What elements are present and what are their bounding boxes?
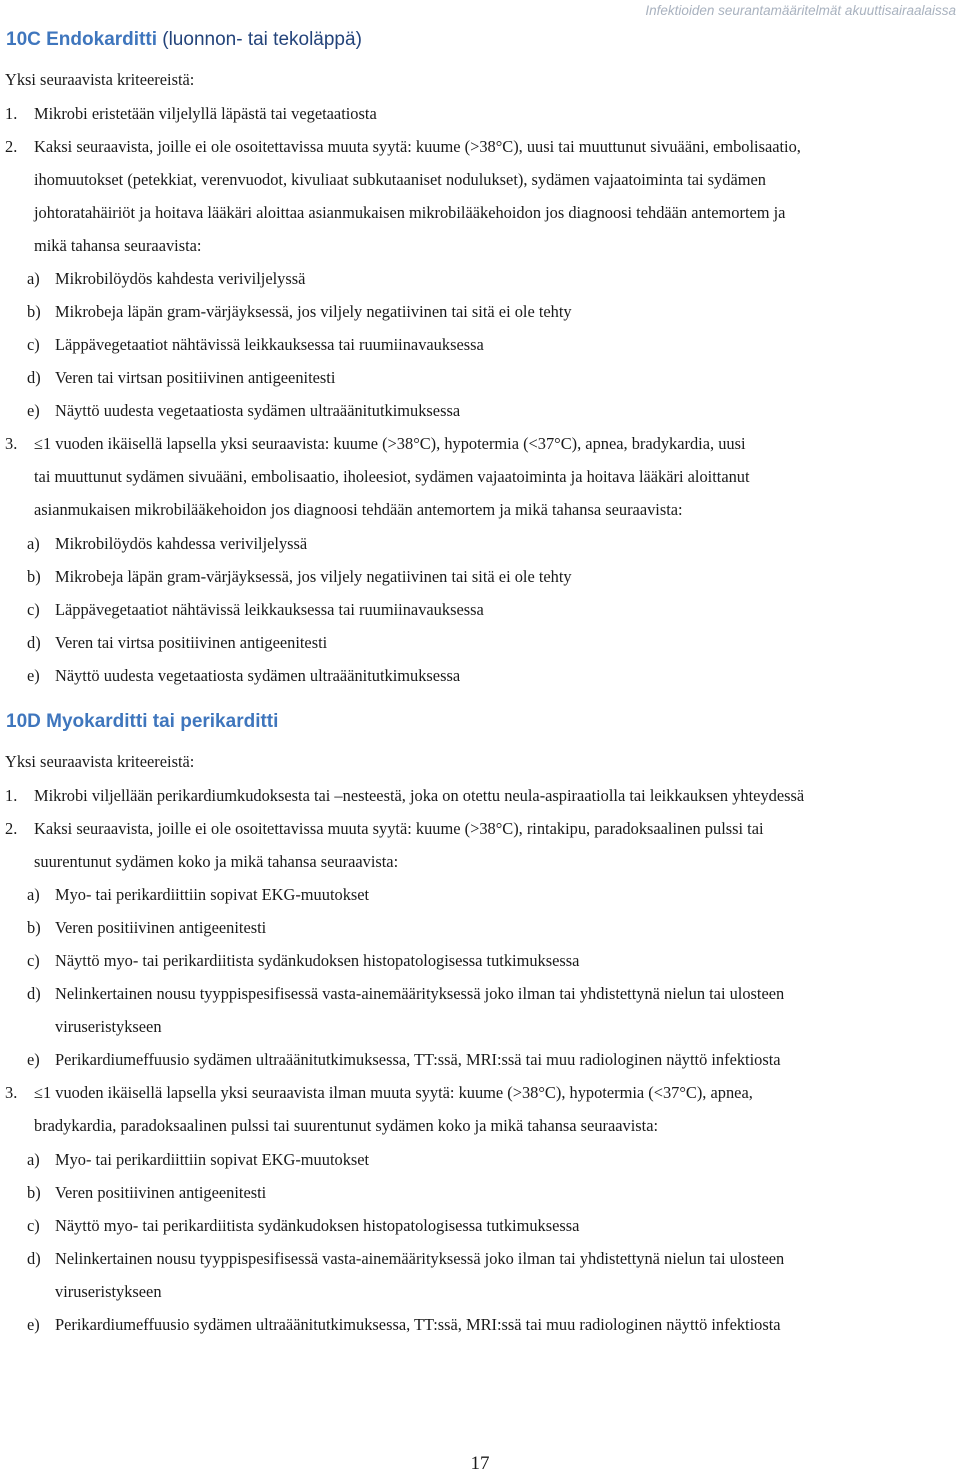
- list-item: [27, 918, 266, 938]
- list-item-letter: d): [27, 368, 41, 387]
- list-item-letter: a): [27, 1150, 40, 1169]
- list-item: [27, 1216, 579, 1236]
- list-item: [27, 984, 784, 1004]
- criterion-text-line: bradykardia, paradoksaalinen pulssi tai suurentunut sydämen koko ja mikä tahansa seuraavista:: [34, 1116, 659, 1135]
- criterion-number: 2.: [5, 819, 18, 838]
- list-item-text: Veren tai virtsa positiivinen antigeenitesti: [55, 633, 328, 652]
- list-item-letter: d): [27, 1249, 41, 1268]
- section-code: 10D Myokarditti tai perikarditti: [6, 711, 279, 732]
- list-item: [27, 269, 305, 289]
- criterion-text: ≤1 vuoden ikäisellä lapsella yksi seuraavista ilman muuta syytä: kuume (>38°C), hypotermia (<37°C), apnea,: [34, 1083, 753, 1102]
- list-item: [27, 1150, 369, 1170]
- criterion-text-line: johtoratahäiriöt ja hoitava lääkäri aloittaa asianmukaisen mikrobilääkehoidon jos diagnoosi tehdään antemortem ja: [34, 203, 786, 222]
- criterion-number: 2.: [5, 137, 18, 156]
- list-item-text: Myo- tai perikardiittiin sopivat EKG-muutokset: [55, 885, 370, 904]
- section-heading-10c: [6, 29, 362, 51]
- criterion-text: Kaksi seuraavista, joille ei ole osoitettavissa muuta syytä: kuume (>38°C), uusi tai muuttunut sivuääni, embolisaatio,: [34, 137, 801, 156]
- list-item-letter: c): [27, 600, 40, 619]
- list-item-text: Mikrobilöydös kahdesta veriviljelyssä: [55, 269, 306, 288]
- list-item-letter: e): [27, 401, 40, 420]
- list-item-letter: c): [27, 335, 40, 354]
- list-item-text: Näyttö myo- tai perikardiitista sydänkudoksen histopatologisessa tutkimuksessa: [55, 1216, 580, 1235]
- list-item-letter: c): [27, 951, 40, 970]
- list-item: [27, 600, 484, 620]
- criterion-number: 3.: [5, 1083, 18, 1102]
- section-title-rest: (luonnon- tai tekoläppä): [156, 29, 362, 50]
- criterion-text: Mikrobi viljellään perikardiumkudoksesta tai –nesteestä, joka on otettu neula-aspiraatiolla tai leikkauksen yhteydessä: [34, 786, 805, 805]
- criterion-text-line: suurentunut sydämen koko ja mikä tahansa seuraavista:: [34, 852, 399, 871]
- section-code: 10C Endokarditti: [6, 29, 157, 50]
- list-item: [27, 1050, 781, 1070]
- criterion-text: Mikrobi eristetään viljelyllä läpästä tai vegetaatiosta: [34, 104, 377, 123]
- list-item-text: Perikardiumeffuusio sydämen ultraäänitutkimuksessa, TT:ssä, MRI:ssä tai muu radiologinen näyttö infektiosta: [55, 1315, 781, 1334]
- list-item-text: Nelinkertainen nousu tyyppispesifisessä vasta-ainemäärityksessä joko ilman tai yhdistettynä nielun tai ulosteen: [55, 984, 785, 1003]
- running-header: Infektioiden seurantamääritelmät akuuttisairaalaissa: [645, 3, 956, 18]
- list-item: [27, 534, 307, 554]
- criteria-intro: Yksi seuraavista kriteereistä:: [5, 752, 195, 771]
- criterion-text-line: asianmukaisen mikrobilääkehoidon jos diagnoosi tehdään antemortem ja mikä tahansa seuraavista:: [34, 500, 683, 519]
- criterion-text-line: tai muuttunut sydämen sivuääni, embolisaatio, iholeesiot, sydämen vajaatoiminta ja hoitava lääkäri aloittanut: [34, 467, 750, 486]
- list-item-letter: d): [27, 633, 41, 652]
- list-item-text: Mikrobilöydös kahdessa veriviljelyssä: [55, 534, 308, 553]
- criterion-text: Kaksi seuraavista, joille ei ole osoitettavissa muuta syytä: kuume (>38°C), rintakipu, paradoksaalinen pulssi tai: [34, 819, 764, 838]
- page-number: 17: [470, 1453, 490, 1474]
- list-item-text: Näyttö myo- tai perikardiitista sydänkudoksen histopatologisessa tutkimuksessa: [55, 951, 580, 970]
- criterion-2: [5, 819, 764, 839]
- criterion-number: 1.: [5, 104, 18, 123]
- list-item-continuation: viruseristykseen: [55, 1017, 162, 1036]
- list-item-letter: e): [27, 1315, 40, 1334]
- list-item-text: Myo- tai perikardiittiin sopivat EKG-muutokset: [55, 1150, 370, 1169]
- list-item-text: Perikardiumeffuusio sydämen ultraäänitutkimuksessa, TT:ssä, MRI:ssä tai muu radiologinen näyttö infektiosta: [55, 1050, 781, 1069]
- list-item-text: Mikrobeja läpän gram-värjäyksessä, jos viljely negatiivinen tai sitä ei ole tehty: [55, 302, 572, 321]
- list-item: [27, 335, 484, 355]
- criterion-text-line: ihomuutokset (petekkiat, verenvuodot, kivuliaat subkutaaniset nodulukset), sydämen vajaatoiminta tai sydämen: [34, 170, 766, 189]
- list-item-letter: a): [27, 534, 40, 553]
- list-item-text: Veren tai virtsan positiivinen antigeenitesti: [55, 368, 336, 387]
- list-item: [27, 302, 572, 322]
- list-item: [27, 1315, 781, 1335]
- list-item-text: Läppävegetaatiot nähtävissä leikkauksessa tai ruumiinavauksessa: [55, 600, 484, 619]
- list-item-continuation: viruseristykseen: [55, 1282, 162, 1301]
- list-item-text: Nelinkertainen nousu tyyppispesifisessä vasta-ainemäärityksessä joko ilman tai yhdistettynä nielun tai ulosteen: [55, 1249, 785, 1268]
- list-item: [27, 401, 460, 421]
- criterion-1: [5, 104, 377, 124]
- criterion-2: [5, 137, 801, 157]
- section-heading-10d: [6, 711, 278, 733]
- list-item-text: Mikrobeja läpän gram-värjäyksessä, jos viljely negatiivinen tai sitä ei ole tehty: [55, 567, 572, 586]
- list-item-letter: a): [27, 269, 40, 288]
- list-item-letter: b): [27, 567, 41, 586]
- criteria-intro: Yksi seuraavista kriteereistä:: [5, 70, 195, 89]
- list-item-letter: a): [27, 885, 40, 904]
- list-item-letter: d): [27, 984, 41, 1003]
- criterion-text-line: mikä tahansa seuraavista:: [34, 236, 202, 255]
- list-item-letter: b): [27, 918, 41, 937]
- list-item: [27, 951, 579, 971]
- list-item: [27, 885, 369, 905]
- list-item-text: Läppävegetaatiot nähtävissä leikkauksessa tai ruumiinavauksessa: [55, 335, 484, 354]
- list-item: [27, 567, 572, 587]
- list-item-letter: e): [27, 1050, 40, 1069]
- list-item: [27, 1183, 266, 1203]
- criterion-3: [5, 434, 746, 454]
- list-item-text: Näyttö uudesta vegetaatiosta sydämen ultraäänitutkimuksessa: [55, 666, 461, 685]
- criterion-3: [5, 1083, 753, 1103]
- list-item-text: Veren positiivinen antigeenitesti: [55, 918, 267, 937]
- criterion-number: 3.: [5, 434, 18, 453]
- list-item: [27, 1249, 784, 1269]
- list-item: [27, 633, 327, 653]
- criterion-text: ≤1 vuoden ikäisellä lapsella yksi seuraavista: kuume (>38°C), hypotermia (<37°C), apnea, bradykardia, uusi: [34, 434, 746, 453]
- list-item-letter: b): [27, 1183, 41, 1202]
- list-item-text: Veren positiivinen antigeenitesti: [55, 1183, 267, 1202]
- list-item: [27, 368, 335, 388]
- criterion-number: 1.: [5, 786, 18, 805]
- list-item: [27, 666, 460, 686]
- list-item-text: Näyttö uudesta vegetaatiosta sydämen ultraäänitutkimuksessa: [55, 401, 461, 420]
- list-item-letter: c): [27, 1216, 40, 1235]
- list-item-letter: e): [27, 666, 40, 685]
- list-item-letter: b): [27, 302, 41, 321]
- criterion-1: [5, 786, 804, 806]
